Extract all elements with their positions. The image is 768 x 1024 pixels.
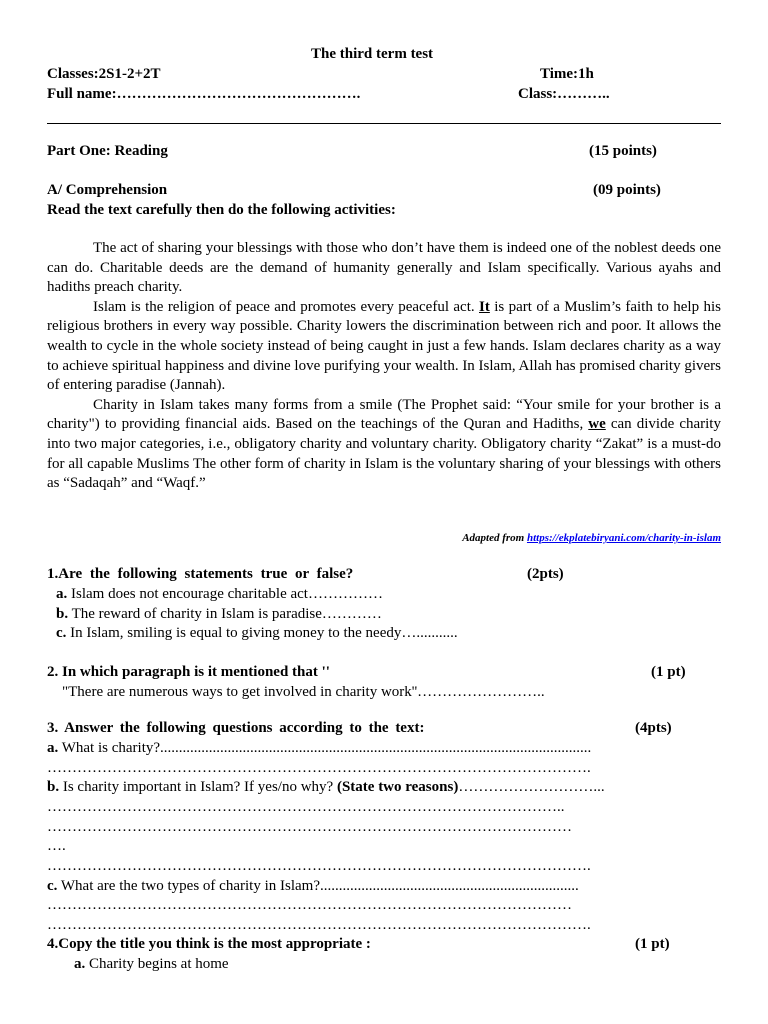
part-one-title: Part One: Reading xyxy=(47,143,168,159)
source-prefix: Adapted from xyxy=(462,532,527,544)
answer-line[interactable]: ………………………………………………………………………………………………. xyxy=(47,760,591,776)
q4-title: 4.Copy the title you think is the most appropriate : xyxy=(47,936,371,952)
q3-b-text: Is charity important in Islam? If yes/no why? xyxy=(59,779,337,795)
source-link[interactable]: https://ekplatebiryani.com/charity-in-islam xyxy=(526,532,721,544)
answer-line[interactable]: ………………………………………………………………………………………………. xyxy=(47,917,591,933)
q3-question-b xyxy=(47,778,605,796)
q1-item-text: The reward of charity in Islam is paradise………… xyxy=(68,606,382,622)
reading-passage xyxy=(47,239,721,494)
q2-points: (1 pt) xyxy=(651,664,686,680)
answer-line[interactable]: ………………………………………………………………………………………….. xyxy=(47,799,565,815)
passage-paragraph-3 xyxy=(47,396,721,494)
q3-title: 3. Answer the following questions according to the text: xyxy=(47,720,425,736)
q1-title: 1.Are the following statements true or false? xyxy=(47,566,354,582)
p3-text-start: Charity in Islam takes many forms from a smile (The Prophet said: “Your smile for your brother is a charity") to providing financial aids. Based on the teachings of the Quran and Hadiths, xyxy=(47,396,721,433)
q3-c-letter: c. xyxy=(47,878,58,894)
classes-label: Classes:2S1-2+2T xyxy=(47,66,161,82)
part-one-points: (15 points) xyxy=(589,143,657,159)
answer-line[interactable]: ………………………………………………………………………………………………. xyxy=(47,858,591,874)
q1-item-letter: b. xyxy=(56,606,69,622)
passage-paragraph-2 xyxy=(47,298,721,396)
q1-item-letter: c. xyxy=(56,625,67,641)
answer-line[interactable]: …………………………………………………………………………………………… xyxy=(47,819,572,835)
q4-a-letter: a. xyxy=(74,956,86,972)
q1-item-text: Islam does not encourage charitable act…………… xyxy=(67,586,383,602)
time-label: Time:1h xyxy=(540,66,594,82)
q3-a-letter: a. xyxy=(47,740,59,756)
q3-c-text: What are the two types of charity in Islam?..................................................................... xyxy=(57,878,579,894)
answer-line[interactable]: …. xyxy=(47,838,66,854)
comprehension-title: A/ Comprehension xyxy=(47,182,168,198)
source-citation xyxy=(462,532,721,544)
reading-instruction: Read the text carefully then do the following activities: xyxy=(47,202,396,218)
q3-points: (4pts) xyxy=(635,720,672,736)
p3-text-end: can divide charity into two major categories, i.e., obligatory charity and voluntary charity. Obligatory charity “Zakat” is a must-do for all capable Muslims The other form of charity in Islam is the voluntary sharing of your blessings with others as “Sadaqah” and “Waqf.” xyxy=(47,416,721,492)
q3-b-dots: ………………………... xyxy=(458,779,605,795)
q2-title: 2. In which paragraph is it mentioned that '' xyxy=(47,664,330,680)
q4-points: (1 pt) xyxy=(635,936,670,952)
q4-a-text: Charity begins at home xyxy=(85,956,229,972)
passage-paragraph-1: The act of sharing your blessings with those who don’t have them is indeed one of the noblest deeds one can do. Charitable deeds are the demand of humanity generally and Islam specifically. Various ayahs and hadiths preach charity. xyxy=(47,240,721,296)
q4-option-a[interactable] xyxy=(74,955,229,973)
q3-question-c xyxy=(47,877,579,895)
full-name-field: Full name:…………………………………………. xyxy=(47,86,361,102)
q3-b-letter: b. xyxy=(47,779,60,795)
comprehension-points: (09 points) xyxy=(593,182,661,198)
test-title: The third term test xyxy=(311,46,434,62)
p2-text-end: is part of a Muslim’s faith to help his religious brothers in every way possible. Charity lowers the discrimination between rich and poor. It allows the wealth to cycle in the whole society instead of being caught in just a few hands. Islam declares charity as a way to achieve spiritual happiness and divine love purifying your wealth. In Islam, Allah has promised charity givers of entering paradise (Jannah). xyxy=(47,298,722,394)
q1-item-b xyxy=(56,605,382,623)
q1-item-text: In Islam, smiling is equal to giving money to the needy…........... xyxy=(66,625,458,641)
q1-item-c xyxy=(56,624,458,642)
reference-word-we: we xyxy=(588,416,606,433)
class-field: Class:……….. xyxy=(518,86,610,102)
answer-line[interactable]: …………………………………………………………………………………………… xyxy=(47,897,572,913)
q1-item-letter: a. xyxy=(56,586,68,602)
reference-word-it: It xyxy=(479,298,490,315)
q2-quote: "There are numerous ways to get involved in charity work''…………………….. xyxy=(62,684,545,700)
q3-question-a xyxy=(47,739,591,757)
header-divider xyxy=(47,123,721,124)
q3-a-text: What is charity?................................................................................................................... xyxy=(58,740,592,756)
q1-item-a xyxy=(56,585,383,603)
q1-points: (2pts) xyxy=(527,566,564,582)
q3-b-emphasis: (State two reasons) xyxy=(336,779,459,795)
p2-text-start: Islam is the religion of peace and promotes every peaceful act. xyxy=(93,298,480,315)
